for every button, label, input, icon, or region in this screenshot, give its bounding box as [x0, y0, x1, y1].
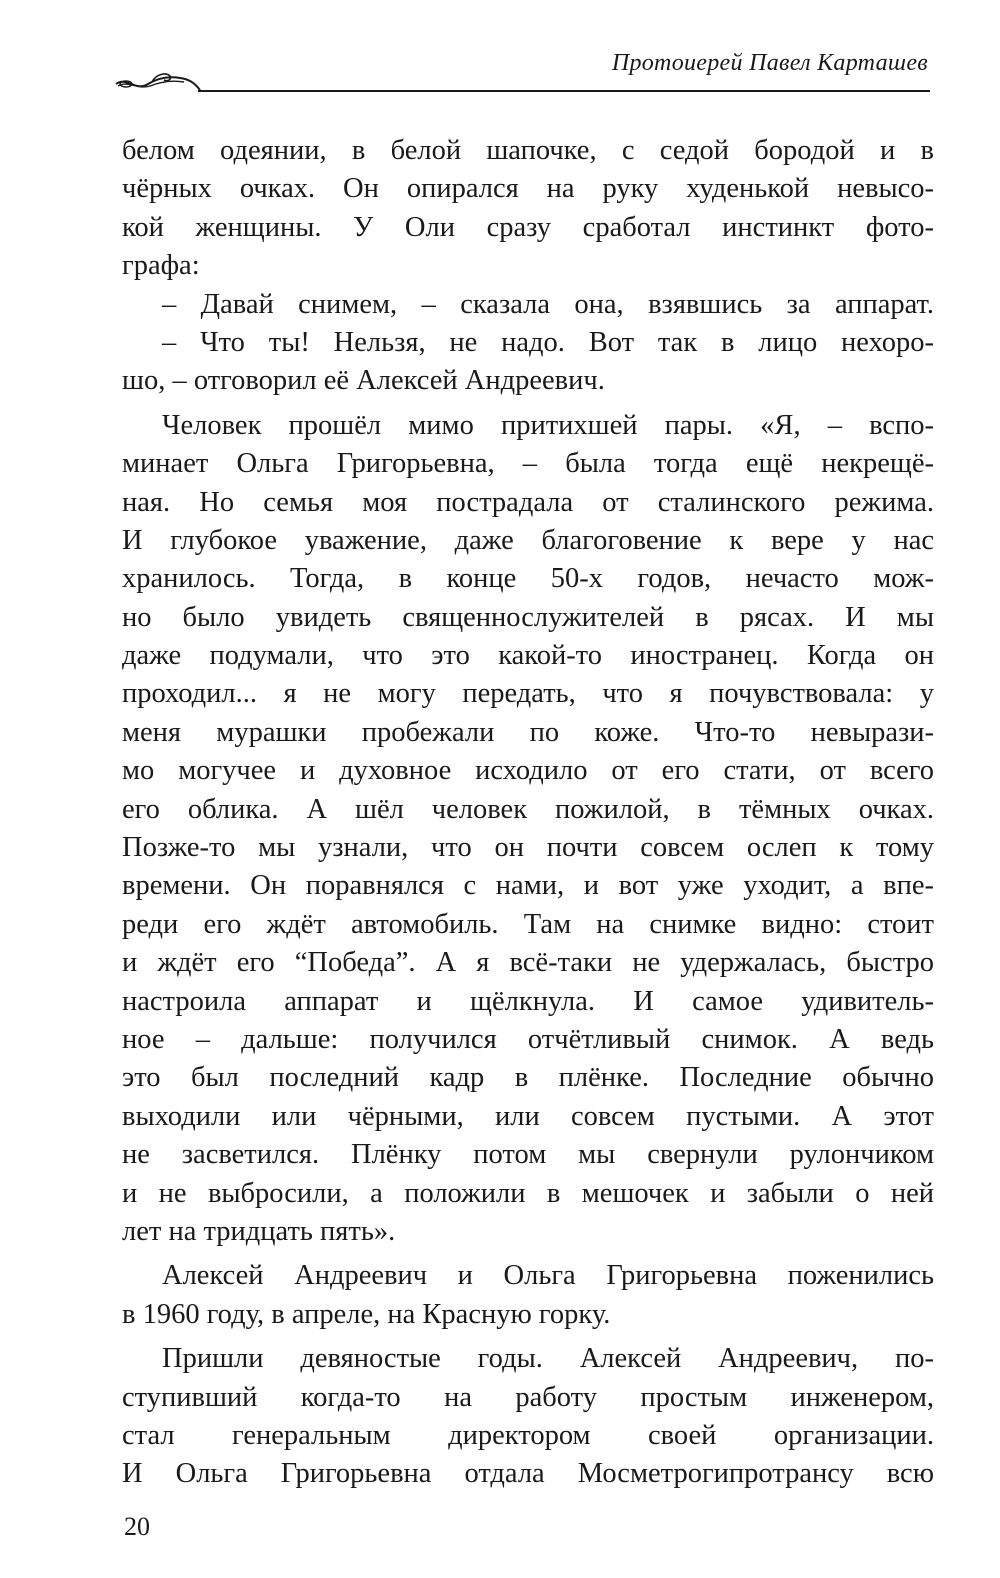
body-text: [122, 132, 934, 1494]
text-line: это был последний кадр в плёнке. Последние обычно: [122, 1062, 934, 1094]
text-line: Позже-то мы узнали, что он почти совсем ослеп к тому: [122, 832, 934, 864]
text-line: ное – дальше: получился отчётливый снимок. А ведь: [122, 1023, 934, 1055]
text-line: реди его ждёт автомобиль. Там на снимке видно: стоит: [122, 908, 934, 940]
text-line: кой женщины. У Оли сразу сработал инстинкт фото-: [122, 211, 934, 243]
text-line: его облика. А шёл человек пожилой, в тёмных очках.: [122, 793, 934, 825]
text-line: – Что ты! Нельзя, не надо. Вот так в лицо нехоро-: [162, 326, 934, 358]
text-line: белом одеянии, в белой шапочке, с седой бородой и в: [122, 135, 934, 166]
text-line: стал генеральным директором своей организации.: [122, 1419, 934, 1451]
text-line: ная. Но семья моя пострадала от сталинского режима.: [122, 486, 934, 518]
running-head-title: Протоиерей Павел Карташев: [611, 50, 928, 76]
text-line: шо, – отговорил её Алексей Андреевич.: [122, 365, 605, 397]
text-line: И Ольга Григорьевна отдала Мосметрогипротрансу всю: [122, 1458, 934, 1490]
text-line: и ждёт его “Победа”. А я всё-таки не удержалась, быстро: [122, 947, 934, 979]
running-head: [0, 0, 1000, 110]
text-line: Человек прошёл мимо притихшей пары. «Я, – вспо-: [162, 409, 934, 441]
page-number: 20: [124, 1512, 150, 1541]
text-line: графа:: [122, 250, 200, 282]
text-line: даже подумали, что это какой-то иностранец. Когда он: [122, 640, 934, 672]
text-line: – Давай снимем, – сказала она, взявшись за аппарат.: [162, 288, 934, 320]
text-line: в 1960 году, в апреле, на Красную горку.: [122, 1298, 611, 1330]
text-line: настроила аппарат и щёлкнула. И самое удивитель-: [122, 985, 934, 1017]
text-line: И глубокое уважение, даже благоговение к вере у нас: [122, 524, 934, 556]
text-line: чёрных очках. Он опирался на руку худенькой невысо-: [122, 173, 934, 205]
text-line: не засветился. Плёнку потом мы свернули рулончиком: [122, 1139, 934, 1171]
text-line: выходили или чёрными, или совсем пустыми. А этот: [122, 1100, 934, 1132]
text-line: Пришли девяностые годы. Алексей Андреевич, по-: [162, 1343, 934, 1375]
text-line: минает Ольга Григорьевна, – была тогда ещё некрещё-: [122, 448, 934, 480]
text-line: Алексей Андреевич и Ольга Григорьевна поженились: [162, 1260, 934, 1292]
text-line: лет на тридцать пять».: [122, 1215, 396, 1247]
header-rule: [198, 90, 930, 92]
text-line: ступивший когда-то на работу простым инженером,: [122, 1381, 934, 1413]
text-line: мо могучее и духовное исходило от его стати, от всего: [122, 755, 934, 787]
text-line: времени. Он поравнялся с нами, и вот уже уходит, а впе-: [122, 870, 934, 902]
text-line: проходил... я не могу передать, что я почувствовала: у: [122, 678, 934, 710]
text-line: меня мурашки пробежали по коже. Что-то невырази-: [122, 716, 934, 748]
text-line: хранилось. Тогда, в конце 50-х годов, нечасто мож-: [122, 563, 934, 595]
text-line: и не выбросили, а положили в мешочек и забыли о ней: [122, 1177, 934, 1209]
text-line: но было увидеть священнослужителей в рясах. И мы: [122, 601, 934, 633]
flourish-ornament-icon: [112, 68, 204, 98]
